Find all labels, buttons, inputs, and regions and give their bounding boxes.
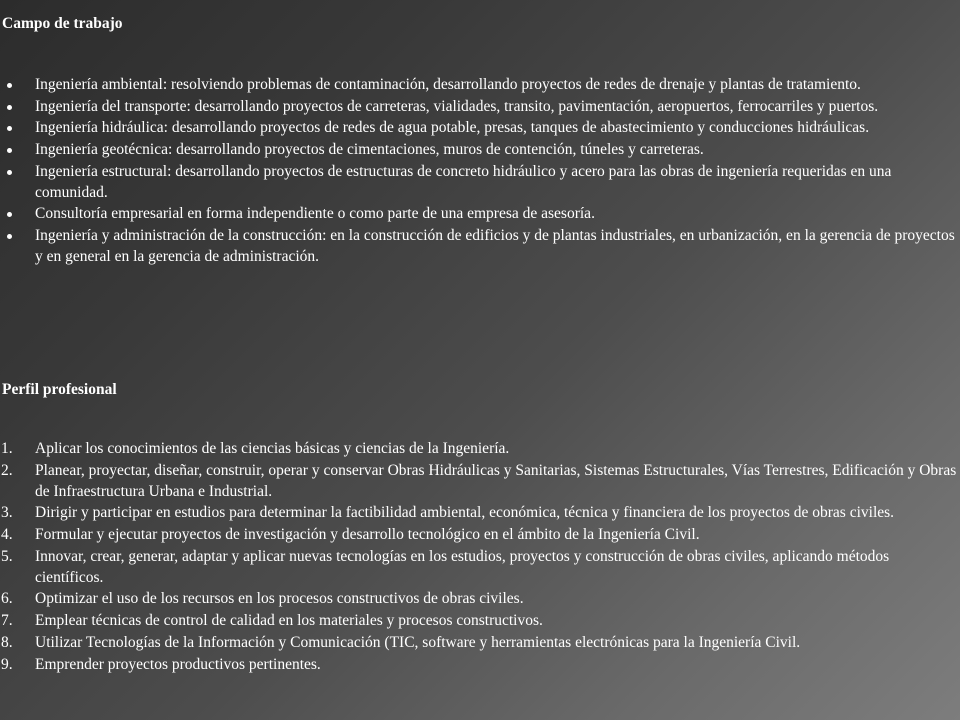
section-heading-campo-de-trabajo: Campo de trabajo [2,15,123,32]
item-number: 4. [1,526,13,544]
bullet-item [0,225,960,267]
numbered-item-text: Innovar, crear, generar, adaptar y aplicar nuevas tecnologías en los estudios, proyectos y construcción de obras civiles, aplicando métodos científicos. [35,547,890,586]
numbered-item-text: Emplear técnicas de control de calidad en los materiales y procesos constructivos. [35,612,543,630]
section-heading-perfil-profesional: Perfil profesional [2,381,117,398]
numbered-item [0,460,960,502]
numbered-list-perfil-profesional [0,438,960,675]
bullet-item-text: Consultoría empresarial en forma independiente o como parte de una empresa de asesoría. [35,205,595,223]
bullet-dot-icon [7,234,12,239]
bullet-item-text: Ingeniería hidráulica: desarrollando proyectos de redes de agua potable, presas, tanques de abastecimiento y conducciones hidráulicas. [35,119,870,137]
bullet-item [0,74,960,95]
bullet-item-text: Ingeniería geotécnica: desarrollando proyectos de cimentaciones, muros de contención, túneles y carreteras. [35,141,704,159]
bullet-item-text: Ingeniería estructural: desarrollando proyectos de estructuras de concreto hidráulico y acero para las obras de ingeniería requeridas en una comunidad. [35,162,892,201]
numbered-item-text: Dirigir y participar en estudios para determinar la factibilidad ambiental, económica, técnica y financiera de los proyectos de obras civiles. [35,504,895,522]
item-number: 9. [1,655,13,673]
bullet-dot-icon [7,105,12,110]
item-number: 8. [1,633,13,651]
bullet-dot-icon [7,212,12,217]
numbered-item-text: Planear, proyectar, diseñar, construir, operar y conservar Obras Hidráulicas y Sanitarias, Sistemas Estructurales, Vías Terrestres, Edificación y Obras de Infraestructura Urbana e Industrial. [35,461,957,500]
bullet-dot-icon [7,83,12,88]
bullet-item-text: Ingeniería del transporte: desarrollando proyectos de carreteras, vialidades, transito, pavimentación, aeropuertos, ferrocarriles y puertos. [35,97,879,115]
item-number: 1. [1,440,13,457]
bullet-dot-icon [7,148,12,153]
bullet-item-text: Ingeniería ambiental: resolviendo problemas de contaminación, desarrollando proyectos de redes de drenaje y plantas de tratamiento. [35,76,861,93]
bullet-item [0,139,960,160]
numbered-item [0,546,960,588]
numbered-item [0,610,960,631]
numbered-item-text: Utilizar Tecnologías de la Información y Comunicación (TIC, software y herramientas electrónicas para la Ingeniería Civil. [35,633,801,651]
item-number: 6. [1,590,13,608]
bullet-item [0,203,960,224]
numbered-item-text: Optimizar el uso de los recursos en los procesos constructivos de obras civiles. [35,590,524,608]
numbered-item [0,438,960,459]
numbered-item [0,654,960,675]
item-number: 5. [1,547,13,565]
item-number: 2. [1,461,13,479]
numbered-item-text: Formular y ejecutar proyectos de investigación y desarrollo tecnológico en el ámbito de la Ingeniería Civil. [35,526,700,544]
bullet-item [0,117,960,138]
numbered-item [0,524,960,545]
numbered-item [0,502,960,523]
numbered-item-text: Emprender proyectos productivos pertinentes. [35,655,321,673]
item-number: 3. [1,504,13,522]
bullet-item [0,96,960,117]
numbered-item [0,588,960,609]
numbered-item-text: Aplicar los conocimientos de las ciencias básicas y ciencias de la Ingeniería. [35,440,510,457]
bullet-list-campo-de-trabajo [0,74,960,268]
bullet-dot-icon [7,126,12,131]
item-number: 7. [1,612,13,630]
numbered-item [0,632,960,653]
bullet-item-text: Ingeniería y administración de la construcción: en la construcción de edificios y de plantas industriales, en urbanización, en la gerencia de proyectos y en general en la gerencia de administración. [35,227,955,266]
bullet-dot-icon [7,170,12,175]
bullet-item [0,161,960,203]
